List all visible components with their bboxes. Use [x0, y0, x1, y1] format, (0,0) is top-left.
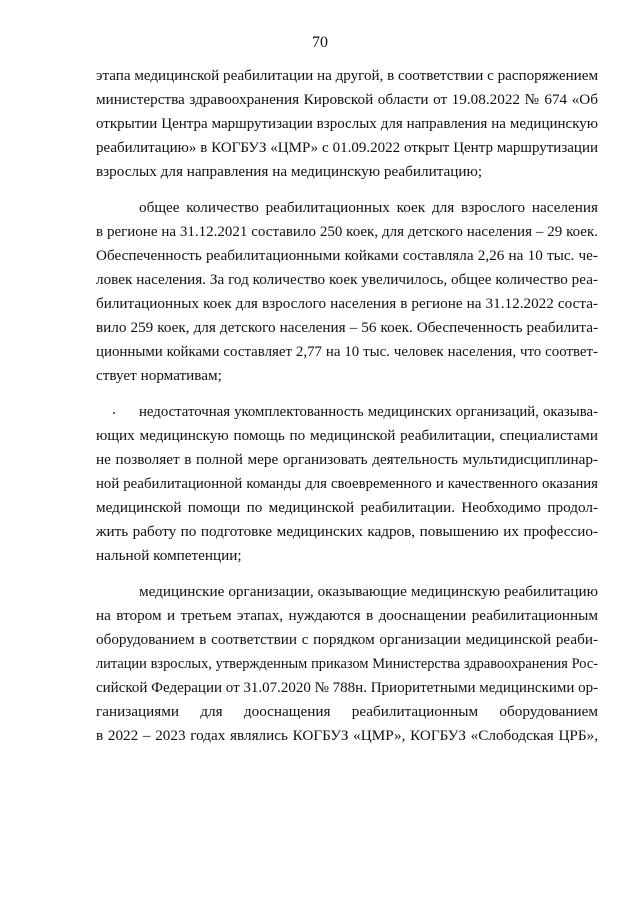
text-line: ющих медицинскую помощь по медицинской реабилитации, специалистами [96, 427, 598, 444]
text-line: вило 259 коек, для детского населения – 56 коек. Обеспеченность реабилита- [96, 319, 598, 336]
text-line: Обеспеченность реабилитационными койками составляла 2,26 на 10 тыс. че- [96, 247, 598, 264]
text-line: не позволяет в полной мере организовать деятельность мультидисциплинар- [96, 451, 598, 468]
text-line: открытии Центра маршрутизации взрослых для направления на медицинскую [96, 116, 598, 132]
page-number: 70 [312, 34, 328, 51]
text-line: ционными койками составляет 2,77 на 10 тыс. человек населения, что соответ- [96, 344, 598, 360]
text-line: на втором и третьем этапах, нуждаются в дооснащении реабилитационным [96, 607, 598, 624]
scan-speck [113, 412, 115, 414]
text-line: сийской Федерации от 31.07.2020 № 788н. Приоритетными медицинскими ор- [96, 680, 599, 696]
text-line: этапа медицинской реабилитации на другой, в соответствии с распоряжением [96, 68, 598, 84]
text-line: нальной компетенции; [96, 547, 242, 564]
text-line: в регионе на 31.12.2021 составило 250 коек, для детского населения – 29 коек. [96, 224, 598, 240]
text-line: медицинской помощи по медицинской реабилитации. Необходимо продол- [96, 499, 598, 516]
text-line: ловек населения. За год количество коек увеличилось, общее количество реа- [96, 271, 598, 288]
text-line: литации взрослых, утвержденным приказом Министерства здравоохранения Рос- [96, 656, 598, 672]
text-line: медицинские организации, оказывающие медицинскую реабилитацию [139, 583, 598, 600]
text-line: ной реабилитационной команды для своевременного и качественного оказания [96, 476, 598, 492]
text-line: оборудованием в соответствии с порядком организации медицинской реаби- [96, 631, 598, 648]
text-line: жить работу по подготовке медицинских кадров, повышению их профессио- [96, 523, 598, 540]
text-line: реабилитацию» в КОГБУЗ «ЦМР» с 01.09.2022 открыт Центр маршрутизации [96, 140, 598, 156]
text-line: взрослых для направления на медицинскую реабилитацию; [96, 163, 483, 180]
text-line: ствует нормативам; [96, 367, 222, 384]
text-line: в 2022 – 2023 годах являлись КОГБУЗ «ЦМР», КОГБУЗ «Слободская ЦРБ», [96, 727, 598, 744]
text-line: министерства здравоохранения Кировской области от 19.08.2022 № 674 «Об [96, 91, 598, 108]
text-line: недостаточная укомплектованность медицинских организаций, оказыва- [139, 404, 598, 420]
text-line: ганизациями для дооснащения реабилитационным оборудованием [96, 703, 598, 720]
text-line: билитационных коек для взрослого населения в регионе на 31.12.2022 соста- [96, 295, 598, 312]
text-line: общее количество реабилитационных коек для взрослого населения [139, 199, 598, 216]
